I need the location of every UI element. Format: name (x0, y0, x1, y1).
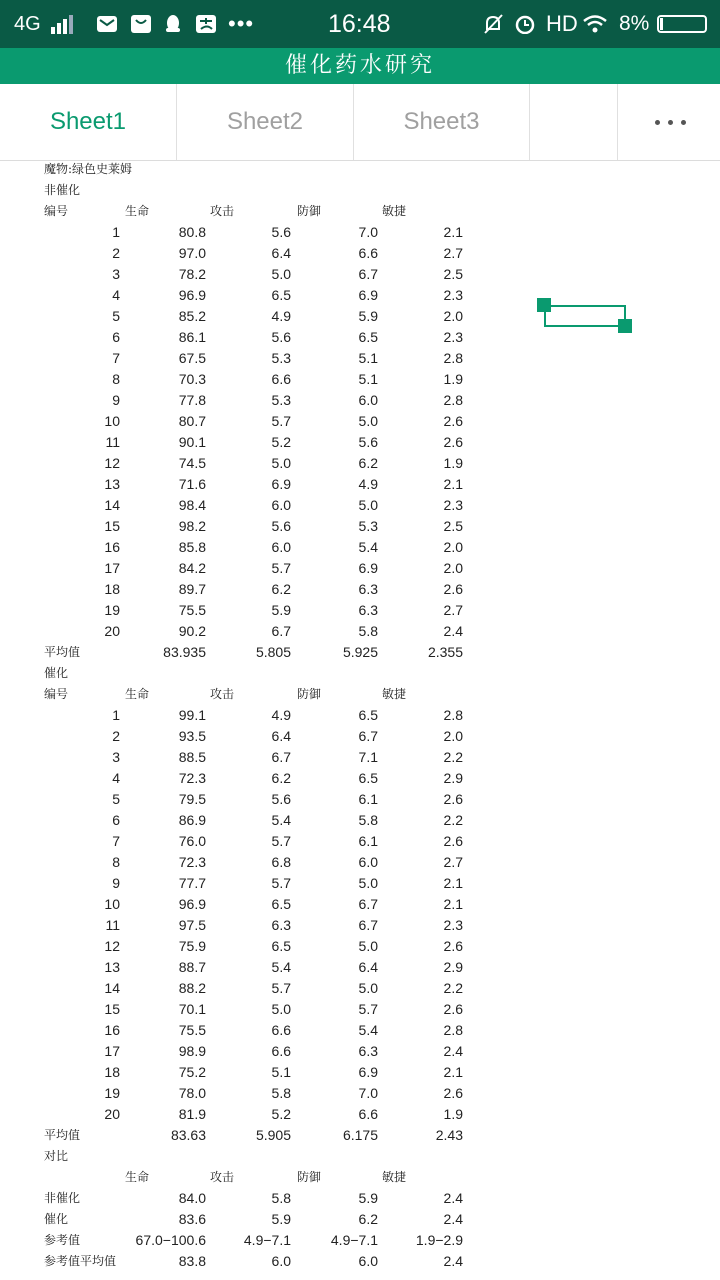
page-title: 催化药水研究 (284, 53, 435, 78)
data-cell: 77.8 (178, 392, 206, 408)
data-cell: 2.7 (443, 245, 463, 261)
compare-cell: 5.9 (271, 1211, 291, 1227)
section-label: 对比 (44, 1149, 69, 1163)
alipay-icon (195, 14, 217, 34)
data-cell: 88.7 (178, 959, 206, 975)
data-cell: 6.9 (358, 287, 378, 303)
data-cell: 1.9 (443, 455, 463, 471)
data-cell: 75.2 (178, 1064, 206, 1080)
data-cell: 6.2 (271, 770, 291, 786)
data-cell: 5.3 (271, 392, 291, 408)
data-cell: 5.8 (271, 1085, 291, 1101)
compare-cell: 6.0 (271, 1253, 291, 1269)
data-cell: 2.6 (443, 413, 463, 429)
selection-handle-start[interactable] (537, 298, 551, 312)
average-cell: 83.935 (163, 644, 206, 660)
data-cell: 5.7 (271, 833, 291, 849)
data-cell: 5.4 (358, 1022, 378, 1038)
column-header: 攻击 (210, 687, 235, 701)
row-id: 7 (112, 350, 120, 366)
data-cell: 96.9 (178, 287, 206, 303)
data-cell: 2.5 (443, 518, 463, 534)
compare-cell: 5.8 (271, 1190, 291, 1206)
data-cell: 2.0 (443, 728, 463, 744)
data-cell: 6.5 (271, 896, 291, 912)
data-cell: 2.3 (443, 287, 463, 303)
data-cell: 4.9 (271, 707, 291, 723)
tab-sheet3[interactable]: Sheet3 (354, 84, 530, 160)
data-cell: 6.4 (358, 959, 378, 975)
row-id: 2 (112, 728, 120, 744)
data-cell: 5.7 (271, 980, 291, 996)
data-cell: 2.9 (443, 959, 463, 975)
data-cell: 5.6 (271, 518, 291, 534)
column-header: 生命 (125, 1170, 150, 1184)
data-cell: 77.7 (178, 875, 206, 891)
data-cell: 6.6 (271, 1022, 291, 1038)
data-cell: 5.1 (358, 371, 378, 387)
status-bar (0, 0, 720, 48)
data-cell: 6.7 (358, 896, 378, 912)
row-id: 16 (104, 539, 120, 555)
data-cell: 6.3 (358, 1043, 378, 1059)
data-cell: 6.1 (358, 833, 378, 849)
data-cell: 5.4 (271, 959, 291, 975)
sheet-tabs (0, 84, 720, 161)
row-id: 8 (112, 371, 120, 387)
data-cell: 2.2 (443, 980, 463, 996)
row-id: 3 (112, 749, 120, 765)
compare-cell: 6.0 (358, 1253, 378, 1269)
data-cell: 2.6 (443, 833, 463, 849)
section-label: 催化 (44, 666, 69, 680)
data-cell: 6.6 (358, 1106, 378, 1122)
battery-icon (657, 14, 709, 34)
data-cell: 5.0 (271, 1001, 291, 1017)
tab-sheet2[interactable]: Sheet2 (177, 84, 354, 160)
data-cell: 6.7 (271, 749, 291, 765)
row-id: 9 (112, 392, 120, 408)
compare-label: 非催化 (44, 1191, 81, 1205)
row-id: 19 (104, 602, 120, 618)
data-cell: 5.9 (271, 602, 291, 618)
data-cell: 5.6 (271, 224, 291, 240)
data-cell: 5.1 (358, 350, 378, 366)
data-cell: 88.5 (178, 749, 206, 765)
column-header: 防御 (297, 1170, 322, 1184)
data-cell: 6.0 (271, 497, 291, 513)
data-cell: 97.5 (178, 917, 206, 933)
data-cell: 5.7 (358, 1001, 378, 1017)
row-id: 15 (104, 518, 120, 534)
compare-label: 参考值平均值 (44, 1254, 117, 1268)
row-id: 18 (104, 1064, 120, 1080)
data-cell: 5.0 (358, 980, 378, 996)
row-id: 10 (104, 896, 120, 912)
data-cell: 2.6 (443, 791, 463, 807)
qq-icon (162, 14, 184, 34)
battery-level: 8% (619, 12, 650, 35)
row-id: 1 (112, 224, 120, 240)
data-cell: 5.2 (271, 1106, 291, 1122)
id-header: 编号 (44, 204, 69, 218)
data-cell: 2.6 (443, 1001, 463, 1017)
data-cell: 6.5 (271, 287, 291, 303)
data-cell: 6.9 (358, 1064, 378, 1080)
column-header: 防御 (297, 204, 322, 218)
data-cell: 2.6 (443, 938, 463, 954)
more-dot (655, 120, 660, 125)
average-cell: 5.925 (342, 644, 378, 660)
data-cell: 6.5 (358, 707, 378, 723)
mail-icon (96, 14, 118, 34)
row-id: 7 (112, 833, 120, 849)
data-cell: 5.0 (358, 938, 378, 954)
row-id: 13 (104, 476, 120, 492)
data-cell: 75.5 (178, 602, 206, 618)
data-cell: 2.0 (443, 560, 463, 576)
compare-cell: 6.2 (358, 1211, 378, 1227)
data-cell: 78.0 (178, 1085, 206, 1101)
more-options-button[interactable] (617, 84, 720, 160)
subject-label: 魔物:绿色史莱姆 (44, 162, 133, 176)
more-dots-icon: ••• (228, 11, 255, 36)
data-cell: 6.0 (358, 854, 378, 870)
data-cell: 6.1 (358, 791, 378, 807)
compare-cell: 83.8 (178, 1253, 206, 1269)
compare-cell: 1.9−2.9 (415, 1232, 463, 1248)
data-cell: 86.9 (178, 812, 206, 828)
column-header: 防御 (297, 687, 322, 701)
data-cell: 93.5 (178, 728, 206, 744)
data-cell: 78.2 (178, 266, 206, 282)
data-cell: 98.2 (178, 518, 206, 534)
data-cell: 2.9 (443, 770, 463, 786)
data-cell: 72.3 (178, 770, 206, 786)
average-cell: 5.805 (255, 644, 291, 660)
wifi-icon (582, 14, 608, 34)
average-cell: 83.63 (170, 1127, 206, 1143)
compare-label: 催化 (44, 1212, 69, 1226)
data-cell: 2.6 (443, 581, 463, 597)
data-cell: 2.8 (443, 350, 463, 366)
data-cell: 6.9 (271, 476, 291, 492)
data-cell: 2.1 (443, 476, 463, 492)
data-cell: 5.1 (271, 1064, 291, 1080)
data-cell: 6.5 (358, 329, 378, 345)
data-cell: 2.5 (443, 266, 463, 282)
row-id: 11 (105, 917, 120, 933)
data-cell: 6.3 (271, 917, 291, 933)
data-cell: 5.4 (271, 812, 291, 828)
row-id: 4 (112, 287, 120, 303)
data-cell: 75.9 (178, 938, 206, 954)
data-cell: 90.1 (178, 434, 206, 450)
data-cell: 71.6 (178, 476, 206, 492)
cell-selection[interactable] (544, 305, 626, 327)
data-cell: 2.4 (443, 623, 463, 639)
data-cell: 6.4 (271, 245, 291, 261)
row-id: 15 (104, 1001, 120, 1017)
row-id: 6 (112, 329, 120, 345)
data-cell: 80.7 (178, 413, 206, 429)
data-cell: 7.0 (358, 224, 378, 240)
data-cell: 5.0 (358, 875, 378, 891)
data-cell: 7.1 (358, 749, 378, 765)
data-cell: 2.7 (443, 602, 463, 618)
data-cell: 2.6 (443, 434, 463, 450)
row-id: 3 (112, 266, 120, 282)
data-cell: 5.0 (358, 497, 378, 513)
data-cell: 2.8 (443, 392, 463, 408)
data-cell: 70.3 (178, 371, 206, 387)
data-cell: 2.1 (443, 224, 463, 240)
row-id: 5 (112, 308, 120, 324)
data-cell: 2.1 (443, 875, 463, 891)
row-id: 4 (112, 770, 120, 786)
data-cell: 6.7 (358, 266, 378, 282)
data-cell: 6.3 (358, 602, 378, 618)
data-cell: 88.2 (178, 980, 206, 996)
average-label: 平均值 (44, 645, 81, 659)
data-cell: 5.7 (271, 413, 291, 429)
row-id: 12 (104, 455, 120, 471)
data-cell: 81.9 (178, 1106, 206, 1122)
row-id: 9 (112, 875, 120, 891)
column-header: 攻击 (210, 204, 235, 218)
data-cell: 86.1 (178, 329, 206, 345)
data-cell: 84.2 (178, 560, 206, 576)
data-cell: 1.9 (443, 1106, 463, 1122)
data-cell: 5.0 (271, 455, 291, 471)
data-cell: 75.5 (178, 1022, 206, 1038)
data-cell: 2.3 (443, 329, 463, 345)
compare-cell: 2.4 (443, 1253, 463, 1269)
tab-sheet1[interactable]: Sheet1 (0, 84, 177, 160)
data-cell: 90.2 (178, 623, 206, 639)
compare-cell: 4.9−7.1 (243, 1232, 291, 1248)
compare-cell: 83.6 (178, 1211, 206, 1227)
data-cell: 6.4 (271, 728, 291, 744)
row-id: 6 (112, 812, 120, 828)
shopping-bag-icon (130, 14, 152, 34)
data-cell: 85.2 (178, 308, 206, 324)
data-cell: 5.4 (358, 539, 378, 555)
data-cell: 5.7 (271, 875, 291, 891)
data-cell: 2.3 (443, 497, 463, 513)
compare-cell: 84.0 (178, 1190, 206, 1206)
data-cell: 85.8 (178, 539, 206, 555)
data-cell: 2.0 (443, 308, 463, 324)
row-id: 10 (104, 413, 120, 429)
data-cell: 5.9 (358, 308, 378, 324)
data-cell: 5.3 (358, 518, 378, 534)
data-cell: 6.7 (358, 917, 378, 933)
data-cell: 2.1 (443, 1064, 463, 1080)
data-cell: 4.9 (358, 476, 378, 492)
row-id: 2 (112, 245, 120, 261)
data-cell: 2.2 (443, 812, 463, 828)
signal-icon (50, 14, 76, 34)
average-label: 平均值 (44, 1128, 81, 1142)
data-cell: 6.6 (271, 1043, 291, 1059)
column-header: 敏捷 (382, 204, 407, 218)
data-cell: 2.4 (443, 1043, 463, 1059)
data-cell: 99.1 (178, 707, 206, 723)
row-id: 18 (104, 581, 120, 597)
compare-cell: 67.0−100.6 (135, 1232, 206, 1248)
column-header: 生命 (125, 687, 150, 701)
data-cell: 6.7 (358, 728, 378, 744)
data-cell: 6.6 (358, 245, 378, 261)
data-cell: 2.1 (443, 896, 463, 912)
column-header: 敏捷 (382, 687, 407, 701)
data-cell: 6.2 (271, 581, 291, 597)
compare-cell: 5.9 (358, 1190, 378, 1206)
data-cell: 80.8 (178, 224, 206, 240)
row-id: 19 (104, 1085, 120, 1101)
data-cell: 2.0 (443, 539, 463, 555)
spreadsheet-grid[interactable] (0, 160, 720, 1280)
compare-cell: 2.4 (443, 1190, 463, 1206)
data-cell: 5.8 (358, 812, 378, 828)
data-cell: 4.9 (271, 308, 291, 324)
hd-indicator: HD (546, 11, 578, 36)
data-cell: 6.7 (271, 623, 291, 639)
row-id: 17 (104, 1043, 120, 1059)
average-cell: 5.905 (255, 1127, 291, 1143)
row-id: 20 (104, 623, 120, 639)
row-id: 5 (112, 791, 120, 807)
compare-label: 参考值 (44, 1233, 81, 1247)
more-dot (681, 120, 686, 125)
data-cell: 5.2 (271, 434, 291, 450)
data-cell: 97.0 (178, 245, 206, 261)
data-cell: 2.8 (443, 1022, 463, 1038)
row-id: 14 (104, 980, 120, 996)
data-cell: 6.2 (358, 455, 378, 471)
data-cell: 5.6 (358, 434, 378, 450)
column-header: 生命 (125, 204, 150, 218)
data-cell: 6.8 (271, 854, 291, 870)
data-cell: 79.5 (178, 791, 206, 807)
mute-icon (482, 14, 504, 34)
data-cell: 6.0 (358, 392, 378, 408)
column-header: 敏捷 (382, 1170, 407, 1184)
row-id: 11 (105, 434, 120, 450)
data-cell: 5.3 (271, 350, 291, 366)
row-id: 14 (104, 497, 120, 513)
alarm-icon (514, 14, 536, 34)
row-id: 12 (104, 938, 120, 954)
tab-empty (530, 84, 617, 160)
data-cell: 70.1 (178, 1001, 206, 1017)
data-cell: 96.9 (178, 896, 206, 912)
column-header: 攻击 (210, 1170, 235, 1184)
compare-cell: 4.9−7.1 (330, 1232, 378, 1248)
data-cell: 2.6 (443, 1085, 463, 1101)
data-cell: 6.6 (271, 371, 291, 387)
data-cell: 6.3 (358, 581, 378, 597)
row-id: 1 (112, 707, 120, 723)
data-cell: 5.0 (358, 413, 378, 429)
section-label: 非催化 (44, 183, 81, 197)
data-cell: 76.0 (178, 833, 206, 849)
data-cell: 5.0 (271, 266, 291, 282)
average-cell: 2.43 (435, 1127, 463, 1143)
data-cell: 98.9 (178, 1043, 206, 1059)
row-id: 16 (104, 1022, 120, 1038)
data-cell: 1.9 (443, 371, 463, 387)
title-bar (0, 48, 720, 84)
data-cell: 6.5 (358, 770, 378, 786)
row-id: 20 (104, 1106, 120, 1122)
data-cell: 6.5 (271, 938, 291, 954)
data-cell: 5.7 (271, 560, 291, 576)
data-cell: 6.9 (358, 560, 378, 576)
data-cell: 7.0 (358, 1085, 378, 1101)
data-cell: 98.4 (178, 497, 206, 513)
data-cell: 5.6 (271, 329, 291, 345)
data-cell: 72.3 (178, 854, 206, 870)
row-id: 17 (104, 560, 120, 576)
selection-handle-end[interactable] (618, 319, 632, 333)
compare-cell: 2.4 (443, 1211, 463, 1227)
more-dot (668, 120, 673, 125)
row-id: 13 (104, 959, 120, 975)
data-cell: 74.5 (178, 455, 206, 471)
clock: 16:48 (328, 10, 391, 38)
data-cell: 6.0 (271, 539, 291, 555)
average-cell: 6.175 (342, 1127, 378, 1143)
id-header: 编号 (44, 687, 69, 701)
data-cell: 5.6 (271, 791, 291, 807)
data-cell: 2.7 (443, 854, 463, 870)
network-type: 4G (14, 13, 41, 35)
data-cell: 89.7 (178, 581, 206, 597)
data-cell: 2.3 (443, 917, 463, 933)
data-cell: 2.2 (443, 749, 463, 765)
data-cell: 2.8 (443, 707, 463, 723)
average-cell: 2.355 (427, 644, 463, 660)
row-id: 8 (112, 854, 120, 870)
data-cell: 67.5 (178, 350, 206, 366)
data-cell: 5.8 (358, 623, 378, 639)
